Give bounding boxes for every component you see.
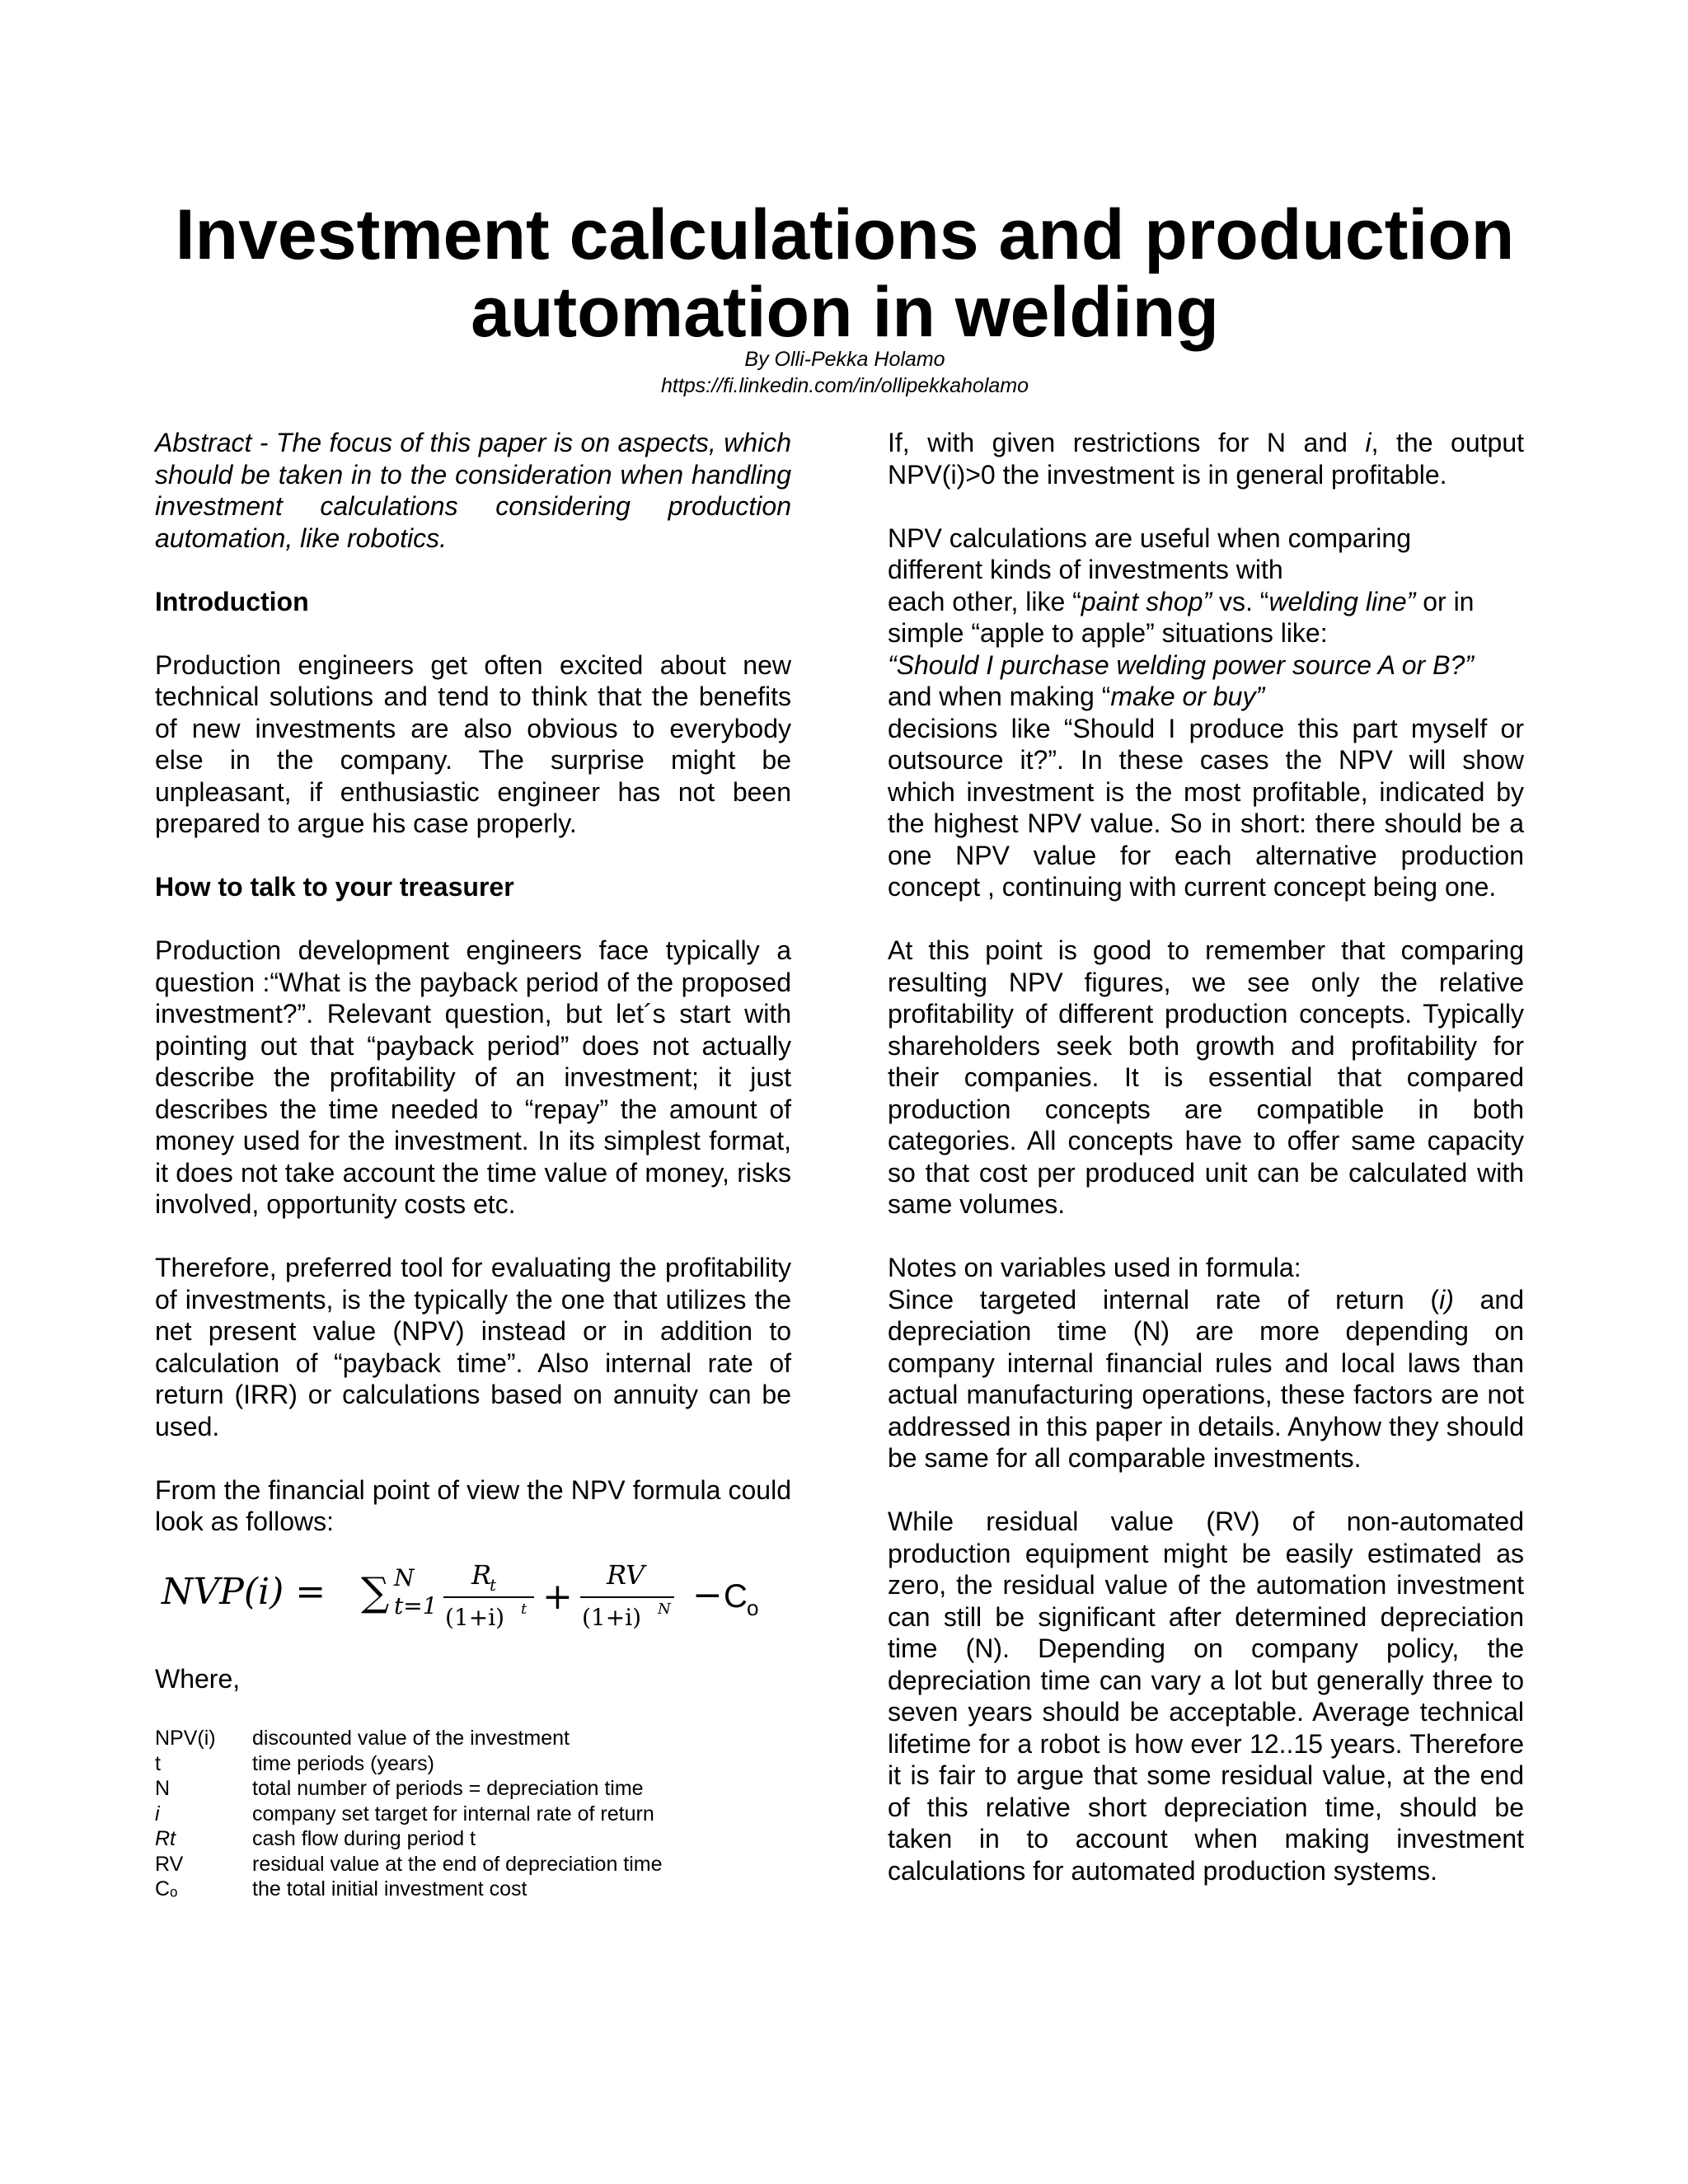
text-run: If, with given restrictions for N and — [888, 428, 1366, 457]
npv-formula — [155, 1538, 791, 1638]
formula-plus: + — [542, 1575, 573, 1618]
paper-title — [124, 196, 1566, 351]
residual-value-paragraph: While residual value (RV) of non-automated production equipment might be easily estimated as zero, the residual value of the automation investment can still be significant after determined depreciation time (N). Depending on company policy, the depreciation time can vary a lot but generally three to seven years should be acceptable. Average technical lifetime for a robot is how ever 12..15 years. Therefore it is fair to argue that some residual value, at the end of this relative short depreciation time, should be taken in to account when making investment calculations for automated production systems. — [888, 1507, 1524, 1886]
formula-f1-den-sup: t — [521, 1600, 528, 1618]
variable-symbol: N — [155, 1777, 171, 1800]
variable-description: cash flow during period t — [252, 1827, 476, 1850]
variable-symbol: Cₒ — [155, 1877, 178, 1900]
text-run: , the output NPV(i)>0 the investment is in general profitable. — [888, 428, 1524, 490]
text-run-italic: i — [1365, 428, 1372, 457]
variable-description: residual value at the end of depreciation time — [252, 1852, 663, 1876]
text-run: and depreciation time (N) are more depending on company internal financial rules and local laws than actual manufacturing operations, these factors are not addressed in this paper in details. Anyhow they should be same for all comparable investments. — [888, 1284, 1525, 1473]
text-run-italic: welding line” — [1268, 586, 1416, 616]
text-run: each other, like “ — [888, 586, 1081, 616]
text-line: different kinds of investments with — [888, 555, 1283, 584]
formula-intro: From the financial point of view the NPV formula could look as follows: — [155, 1474, 791, 1536]
author-url: https://fi.linkedin.com/in/ollipekkaholamo — [660, 374, 1029, 397]
introduction-text: Production engineers get often excited about new technical solutions and tend to think that the benefits of new investments are also obvious to everybody else in the company. The surprise might be unpleasant, if enthusiastic engineer has not been prepared to argue his case properly. — [155, 649, 791, 838]
variable-notes-paragraph — [888, 1252, 1524, 1474]
text-run-italic: paint shop” — [1081, 586, 1212, 616]
formula-lhs: NVP(i) = — [162, 1570, 326, 1613]
variable-symbol: Rt — [155, 1827, 176, 1850]
formula-c0: C — [724, 1577, 748, 1615]
text-line: simple “apple to apple” situations like: — [888, 618, 1328, 648]
variable-symbol: RV — [155, 1852, 184, 1876]
variable-symbol: NPV(i) — [155, 1727, 216, 1750]
variable-description: the total initial investment cost — [252, 1877, 528, 1900]
byline — [124, 346, 1566, 399]
formula-sum-upper: N — [394, 1563, 415, 1591]
formula-minus: − — [692, 1573, 723, 1616]
relative-profitability-paragraph: At this point is good to remember that comparing resulting NPV figures, we see only the relative profitability of different production concepts. Typically shareholders seek both growth and profitability for their companies. It is essential that compared production concepts are compatible in both categories. All concepts have to offer same capacity so that cost per produced unit can be calculated with same volumes. — [888, 935, 1524, 1219]
right-column — [888, 427, 1524, 1919]
formula-f2-num: RV — [607, 1558, 645, 1591]
text-run: and when making “ — [888, 682, 1111, 711]
title-line-1: Investment calculations and production — [175, 195, 1515, 274]
text-line — [888, 1284, 1524, 1474]
title-line-2: automation in welding — [471, 273, 1219, 352]
variable-row — [155, 1751, 791, 1777]
variable-row — [155, 1852, 791, 1877]
formula-sum-lower: t=1 — [394, 1591, 438, 1619]
text-line: NPV calculations are useful when comparing — [888, 523, 1411, 553]
npv-formula-svg — [155, 1538, 791, 1638]
variable-symbol: t — [155, 1751, 161, 1775]
formula-f1-num-sub: t — [490, 1574, 497, 1595]
formula-sum-symbol: ∑ — [361, 1568, 390, 1615]
author-name: By Olli-Pekka Holamo — [744, 348, 945, 371]
comparison-paragraph — [888, 523, 1524, 903]
profitability-paragraph — [888, 427, 1524, 490]
variable-row — [155, 1726, 791, 1751]
formula-f2-den-sup: N — [658, 1600, 671, 1618]
treasurer-text: Production development engineers face typically a question :“What is the payback period of the proposed investment?”. Relevant question, but let´s start with pointing out that “payback period” does not actually describe the profitability of an investment; it just describes the time needed to “repay” the amount of money used for the investment. In its simplest format, it does not take account the time value of money, risks involved, opportunity costs etc. — [155, 935, 791, 1219]
text-line — [888, 586, 1524, 618]
formula-f2-den: (1+i) — [582, 1603, 642, 1631]
text-line: decisions like “Should I produce this part myself or outsource it?”. In these cases the NPV will show which investment is the most profitable, indicated by the highest NPV value. So in short: there should be a one NPV value for each alternative production concept , continuing with current concept being one. — [888, 713, 1524, 902]
variable-row — [155, 1877, 791, 1902]
npv-text: Therefore, preferred tool for evaluating the profitability of investments, is the typically the one that utilizes the net present value (NPV) instead or in addition to calculation of “payback time”. Also internal rate of return (IRR) or calculations based on annuity can be used. — [155, 1253, 791, 1441]
variable-row — [155, 1826, 791, 1852]
formula-c0-sub: o — [747, 1595, 759, 1620]
text-line: Notes on variables used in formula: — [888, 1253, 1301, 1282]
variable-row — [155, 1776, 791, 1802]
left-column — [155, 427, 791, 1902]
text-run-italic: make or buy” — [1110, 682, 1265, 711]
variable-list — [155, 1726, 791, 1902]
where-label: Where, — [155, 1663, 241, 1694]
heading-introduction: Introduction — [155, 586, 309, 616]
variable-description: company set target for internal rate of return — [252, 1802, 654, 1825]
text-run: or in — [1415, 586, 1475, 616]
abstract: Abstract - The focus of this paper is on aspects, which should be taken in to the consideration when handling investment calculations considering production automation, like robotics. — [155, 428, 791, 553]
variable-description: total number of periods = depreciation time — [252, 1777, 644, 1800]
variable-symbol: i — [155, 1802, 160, 1825]
formula-f1-den: (1+i) — [445, 1603, 505, 1631]
formula-f1-num: R — [471, 1558, 492, 1591]
variable-description: discounted value of the investment — [252, 1727, 570, 1750]
text-run: Since targeted internal rate of return ( — [888, 1284, 1440, 1315]
variable-description: time periods (years) — [252, 1751, 434, 1775]
heading-treasurer: How to talk to your treasurer — [155, 872, 514, 902]
text-run-italic: i) — [1439, 1284, 1454, 1315]
variable-row — [155, 1802, 791, 1827]
text-line-italic: “Should I purchase welding power source A or B?” — [888, 649, 1474, 680]
text-line — [888, 681, 1524, 713]
text-run: vs. “ — [1212, 586, 1269, 616]
